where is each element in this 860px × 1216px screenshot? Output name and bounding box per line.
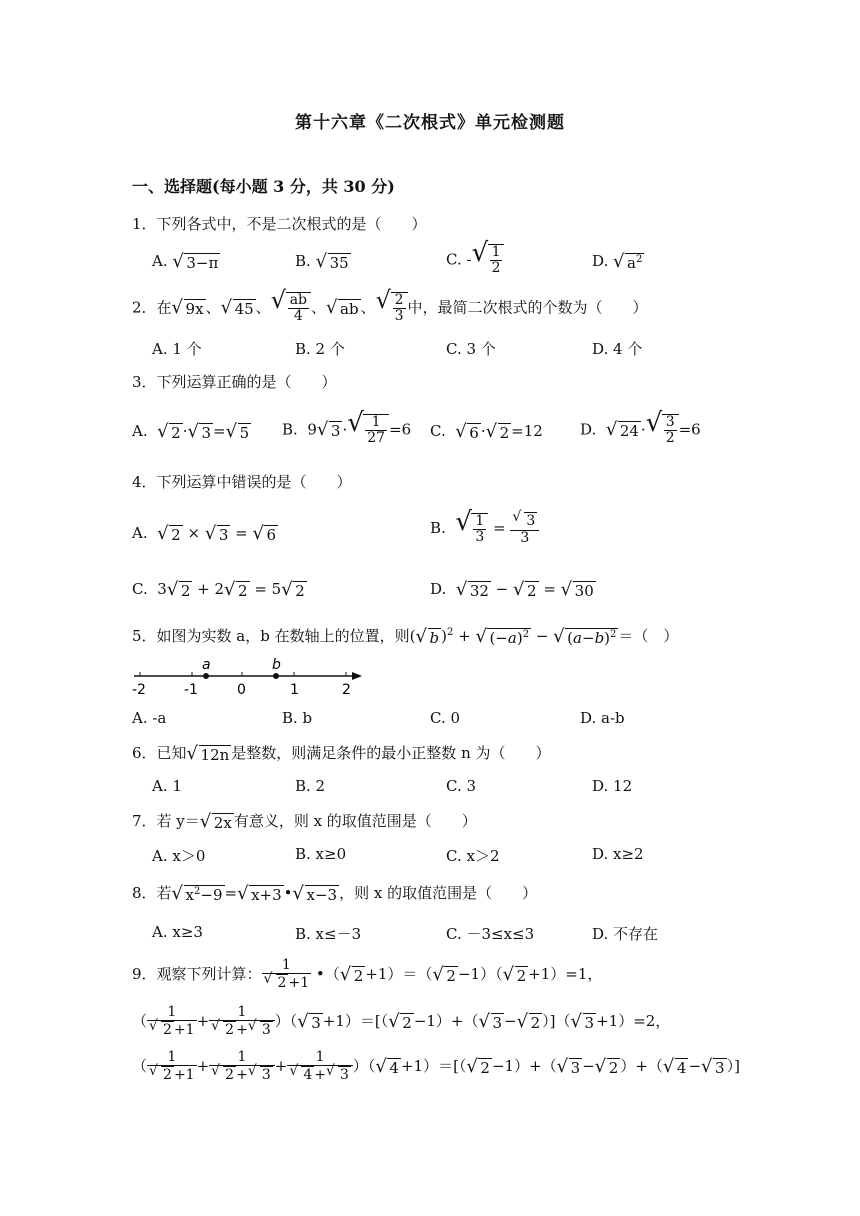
q8-option-c: C. －3≤x≤3 [446, 925, 535, 943]
q4-option-d: D. √ 32 − √ 2 = √ 30 [430, 578, 594, 600]
point-b [273, 673, 279, 679]
tick-label-1: 1 [290, 682, 299, 696]
page-title: 第十六章《二次根式》单元检测题 [295, 113, 565, 133]
q6-option-c: C. 3 [446, 777, 477, 795]
question-3-stem: 3．下列运算正确的是（ ） [132, 373, 337, 391]
q6-option-d: D. 12 [592, 777, 633, 795]
q4-option-a: A. √ 2 × √ 3 = √ 6 [132, 522, 277, 544]
q1-option-c: C. - √ $\frac{1}{2}$ [446, 244, 504, 277]
q8-option-d: D. 不存在 [592, 925, 659, 943]
tick-label-minus-2: -2 [132, 682, 146, 696]
q7-option-c: C. x＞2 [446, 847, 500, 865]
question-4-stem: 4．下列运算中错误的是（ ） [132, 473, 352, 491]
q8-option-b: B. x≤－3 [295, 925, 362, 943]
label-b: b [272, 657, 281, 673]
q1-option-d: D. √ $a^2$ [592, 250, 643, 272]
q2-option-b: B. 2 个 [295, 340, 345, 358]
q3-option-b: B. 9 √ 3 · √ $\frac{1}{27}$ =6 [282, 408, 412, 447]
q5-option-b: B. b [282, 709, 313, 727]
q2-option-d: D. 4 个 [592, 340, 643, 358]
q1-option-a: A. √ 3−π [152, 250, 219, 272]
axis-arrow [352, 672, 362, 680]
q8-option-a: A. x≥3 [152, 923, 203, 941]
tick-label-2: 2 [342, 682, 351, 696]
question-6-stem: 6．已知 √ 12n 是整数，则满足条件的最小正整数 n 为（ ） [132, 742, 551, 764]
q6-option-b: B. 2 [295, 777, 326, 795]
question-8-stem: 8．若 √ $x^2-9$ = √ x+3 • √ x−3 ，则 x 的取值范围是（ ） [132, 882, 538, 904]
point-a [203, 673, 209, 679]
question-9-line-1: 9．观察下列计算： 1 √ 2 +1 •（ √ 2 +1）＝（ √ 2 −1）（ √ 2 +1）=1， [132, 957, 603, 992]
q4-option-b: B. √ $\frac{1}{3}$ = √ 3 3 [430, 512, 539, 546]
q2-option-a: A. 1 个 [152, 340, 202, 358]
q3-option-c: C. √ 6 · √ 2 =12 [430, 420, 543, 442]
question-1-stem: 1．下列各式中，不是二次根式的是（ ） [132, 215, 427, 233]
q5-option-d: D. a-b [580, 709, 625, 727]
question-9-line-2: （ 1 √ 2 +1 + 1 √ 2 + √ 3 ）（ √ 3 +1）＝[（ √ 2 −1）+（ √ 3 − √ 2 ）]（ √ 3 +1）=2， [132, 1004, 671, 1039]
q1-option-b: B. √ 35 [295, 250, 349, 272]
q5-option-c: C. 0 [430, 709, 461, 727]
question-9-line-3: （ 1 √ 2 +1 + 1 √ 2 + √ 3 + 1 √ 4 + √ 3 ）（ √ 4 +1）＝[（ √ 2 −1）+（ √ 3 − √ 2 ）+（ √ 4 − √ 3 ）] [132, 1049, 740, 1084]
number-line-diagram [130, 656, 370, 696]
question-5-stem: 5．如图为实数 a，b 在数轴上的位置，则( √ b )$^2$ + √ $(-a)^2$ − √ $(a-b)^2$ ＝（ ） [132, 625, 679, 647]
question-7-stem: 7．若 y＝ √ 2x 有意义，则 x 的取值范围是（ ） [132, 810, 477, 832]
q7-option-d: D. x≥2 [592, 845, 644, 863]
label-a: a [202, 657, 211, 673]
tick-label-0: 0 [237, 682, 246, 696]
q7-option-a: A. x＞0 [152, 847, 206, 865]
q5-option-a: A. -a [132, 709, 167, 727]
question-2-stem: 2．在 √ 9x 、 √ 45 、 √ $\frac{ab}{4}$ 、 √ ab 、 √ $\frac{2}{3}$ 中，最简二次根式的个数为（ ） [132, 286, 648, 325]
q3-option-d: D. √ 24 · √ $\frac{3}{2}$ =6 [580, 408, 701, 447]
q2-option-c: C. 3 个 [446, 340, 496, 358]
section-heading: 一、选择题(每小题 3 分，共 30 分) [132, 177, 395, 196]
tick-label-minus-1: -1 [184, 682, 198, 696]
q4-option-c: C. 3 √ 2 + 2 √ 2 = 5 √ 2 [132, 578, 305, 600]
q3-option-a: A. √ 2 · √ 3 = √ 5 [132, 420, 250, 442]
q7-option-b: B. x≥0 [295, 845, 347, 863]
q6-option-a: A. 1 [152, 777, 182, 795]
